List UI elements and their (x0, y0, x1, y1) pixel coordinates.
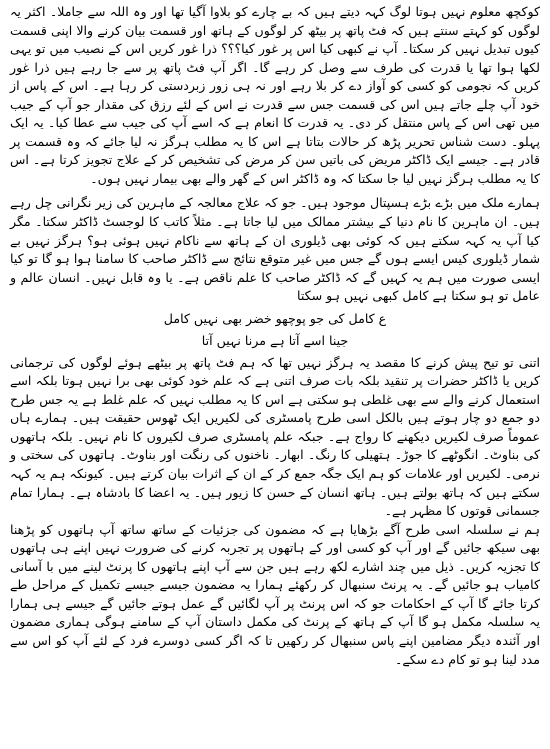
paragraph-hospitals: ہمارے ملک میں بڑے بڑے ہسپتال موجود ہیں۔ جو کہ علاج معالجہ کے ماہرین کی زیر نگرانی چل رہے ہیں۔ ان ماہرین کا نام دنیا کے بیشتر ممالک میں لیا جاتا ہے۔ مثلاً کاتب کا لوجسٹ ڈاکٹر سکتا۔ مگر کیا آپ یہ کہہ سکتے ہیں کہ کوئی بھی ڈیلوری ان کے ہاتھ سے ناکام نہیں ہوئی ہو؟ ہرگز نہیں بے شمار ڈیلوری کیس ایسے ہوں گے جس میں غیر متوقع نتائج سے ڈاکٹر صاحب کا سامنا ہوا ہو گا تو کیا ایسی صورت میں ہم یہ کہیں گے کہ ڈاکٹر صاحب کا علم ناقص ہے۔ یا وہ قابل نہیں۔ انسان عالم و عامل تو ہو سکتا ہے کامل کبھی نہیں ہو سکتا (10, 195, 540, 304)
verse-line-2: جینا اسے آتا ہے مرنا نہیں آتا (201, 332, 349, 348)
paragraph-print-instructions: ہم نے سلسلہ اسی طرح آگے بڑھایا ہے کہ مضمون کی جزئیات کے ساتھ ساتھ آپ ہاتھوں کو پڑھنا بھی سیکھ جائیں گے اور آپ کو کسی اور کے ہاتھوں پر تجربہ کرنے کی ضرورت نہیں اپنے ہی ہاتھوں کا تجزیہ کریں۔ ذیل میں چند اشارے لکھ رہے ہیں جن سے آپ اپنے ہاتھوں کا پرنٹ لینے میں با آسانی کامیاب ہو جائیں گے۔ یہ پرنٹ سنبھال کر رکھئے ہمارا یہ مضمون جیسے جیسے تکمیل کے مراحل طے کرتا جائے گا آپ کے احکامات جو کہ اس پرنٹ پر آپ لگائیں گے عمل ہوتے جائیں گے جیسے ہی ہمارا یہ سلسلہ مکمل ہو گا آپ کے ہاتھ کے پرنٹ کی مکمل داستان آپ کے سامنے ہوگی ہماری مضمون اور آئندہ دیگر مضامین اپنے پاس سنبھال کر رکھیں تا کہ اگر کسی دوسرے فرد کے لئے آپ کو اس سے مدد لینا ہو تو کام دے سکے۔ (10, 521, 540, 667)
verse-line-1: ع کامل کی جو پوچھو خضر بھی نہیں کامل (163, 310, 387, 326)
paragraph-palmistry: اتنی تو تیح پیش کرنے کا مقصد یہ ہرگز نہیں تھا کہ ہم فٹ پاتھ پر بیٹھے ہوئے لوگوں کی ترجمانی کریں یا ڈاکٹر حضرات پر تنقید بلکہ بات صرف اتنی ہے کہ علم خود کوئی بھی برا نہیں ہوتا بلکہ اسے استعمال کرنے والے سے بھی غلطی ہو سکتی ہے اس کا یہ مطلب نہیں کہ علم غلط ہے یہ جس طرح دو جمع دو چار ہوتے ہیں بالکل اسی طرح پامسٹری کی لکیریں ایک ٹھوس حقیقت ہیں۔ ہمارے ہاں عموماً صرف لکیریں دیکھنے کا رواج ہے۔ جبکہ علم پامسٹری صرف لکیروں کا نام نہیں۔ بلکہ ہاتھوں کی بناوٹ۔ انگوٹھے کا جوڑ۔ ہتھیلی کا رنگ۔ ابھار۔ ناخنوں کی رنگت اور بناوٹ۔ ہاتھوں کی سختی و نرمی۔ لکیریں اور علامات کو ہم ایک جگہ جمع کر کے ان کے اثرات بیان کرتے ہیں۔ کیونکہ ہم یہ کہہ سکتے ہیں کہ ہاتھ بولتے ہیں۔ ہاتھ انسان کے حسن کا زیور ہیں۔ یہ اعضا کا بادشاہ ہے۔ ہمارا تمام جسمانی قوتوں کا مظہر ہے۔ (10, 354, 540, 519)
paragraph-intro: کوکچھ معلوم نہیں ہوتا لوگ کہہ دیتے ہیں کہ بے چارے کو بلاوا آگیا تھا اور وہ اللہ سے جاملا۔ اکثر یہ لوگوں کو کہتے سنتے ہیں کہ فٹ پاتھ پر بیٹھ کر لوگوں کے ہاتھ اور قسمت بیان کرنے والا اپنی قسمت کیوں تبدیل نہیں کر سکتا۔ آپ نے کبھی کیا اس پر غور کیا؟؟؟ ذرا غور کریں اس کے نصیب میں تو یہی لکھا ہوا تھا یا قدرت کی طرف سے وصل کر رہے گا۔ اگر آپ فٹ پاتھ پر سے جا رہے ہیں ذرا غور کریں کہ نجومی کو کسی کو آواز دے کر بلا رہے اور نہ ہی زور زبردستی کر رہا ہے۔ اس کے پاس از خود آپ چلے جاتے ہیں اس کی قسمت جس سے قدرت نے اس کے لئے رزق کی مقدار جو آپ کے جیب میں تھی اس کے پاس منتقل کر دی۔ یہ قدرت کا انعام ہے کہ اسے آپ کی جیب سے عطا کیا۔ یہ ایک پہلو۔ دست شناس تحریر پڑھ کر حالات بتاتا ہے اس کا یہ مطلب ہرگز نہ لیا جائے کہ وہ قسمت پر قادر ہے۔ جیسے ایک ڈاکٹر مریض کی باتیں سن کر مرض کی تشخیص کر کے علاج تجویز کرتا ہے۔ اس کا یہ مطلب ہرگز نہیں لیا جا سکتا کہ وہ ڈاکٹر اس کے گھر والے بھی بیمار نہیں ہوں۔ (10, 4, 540, 186)
